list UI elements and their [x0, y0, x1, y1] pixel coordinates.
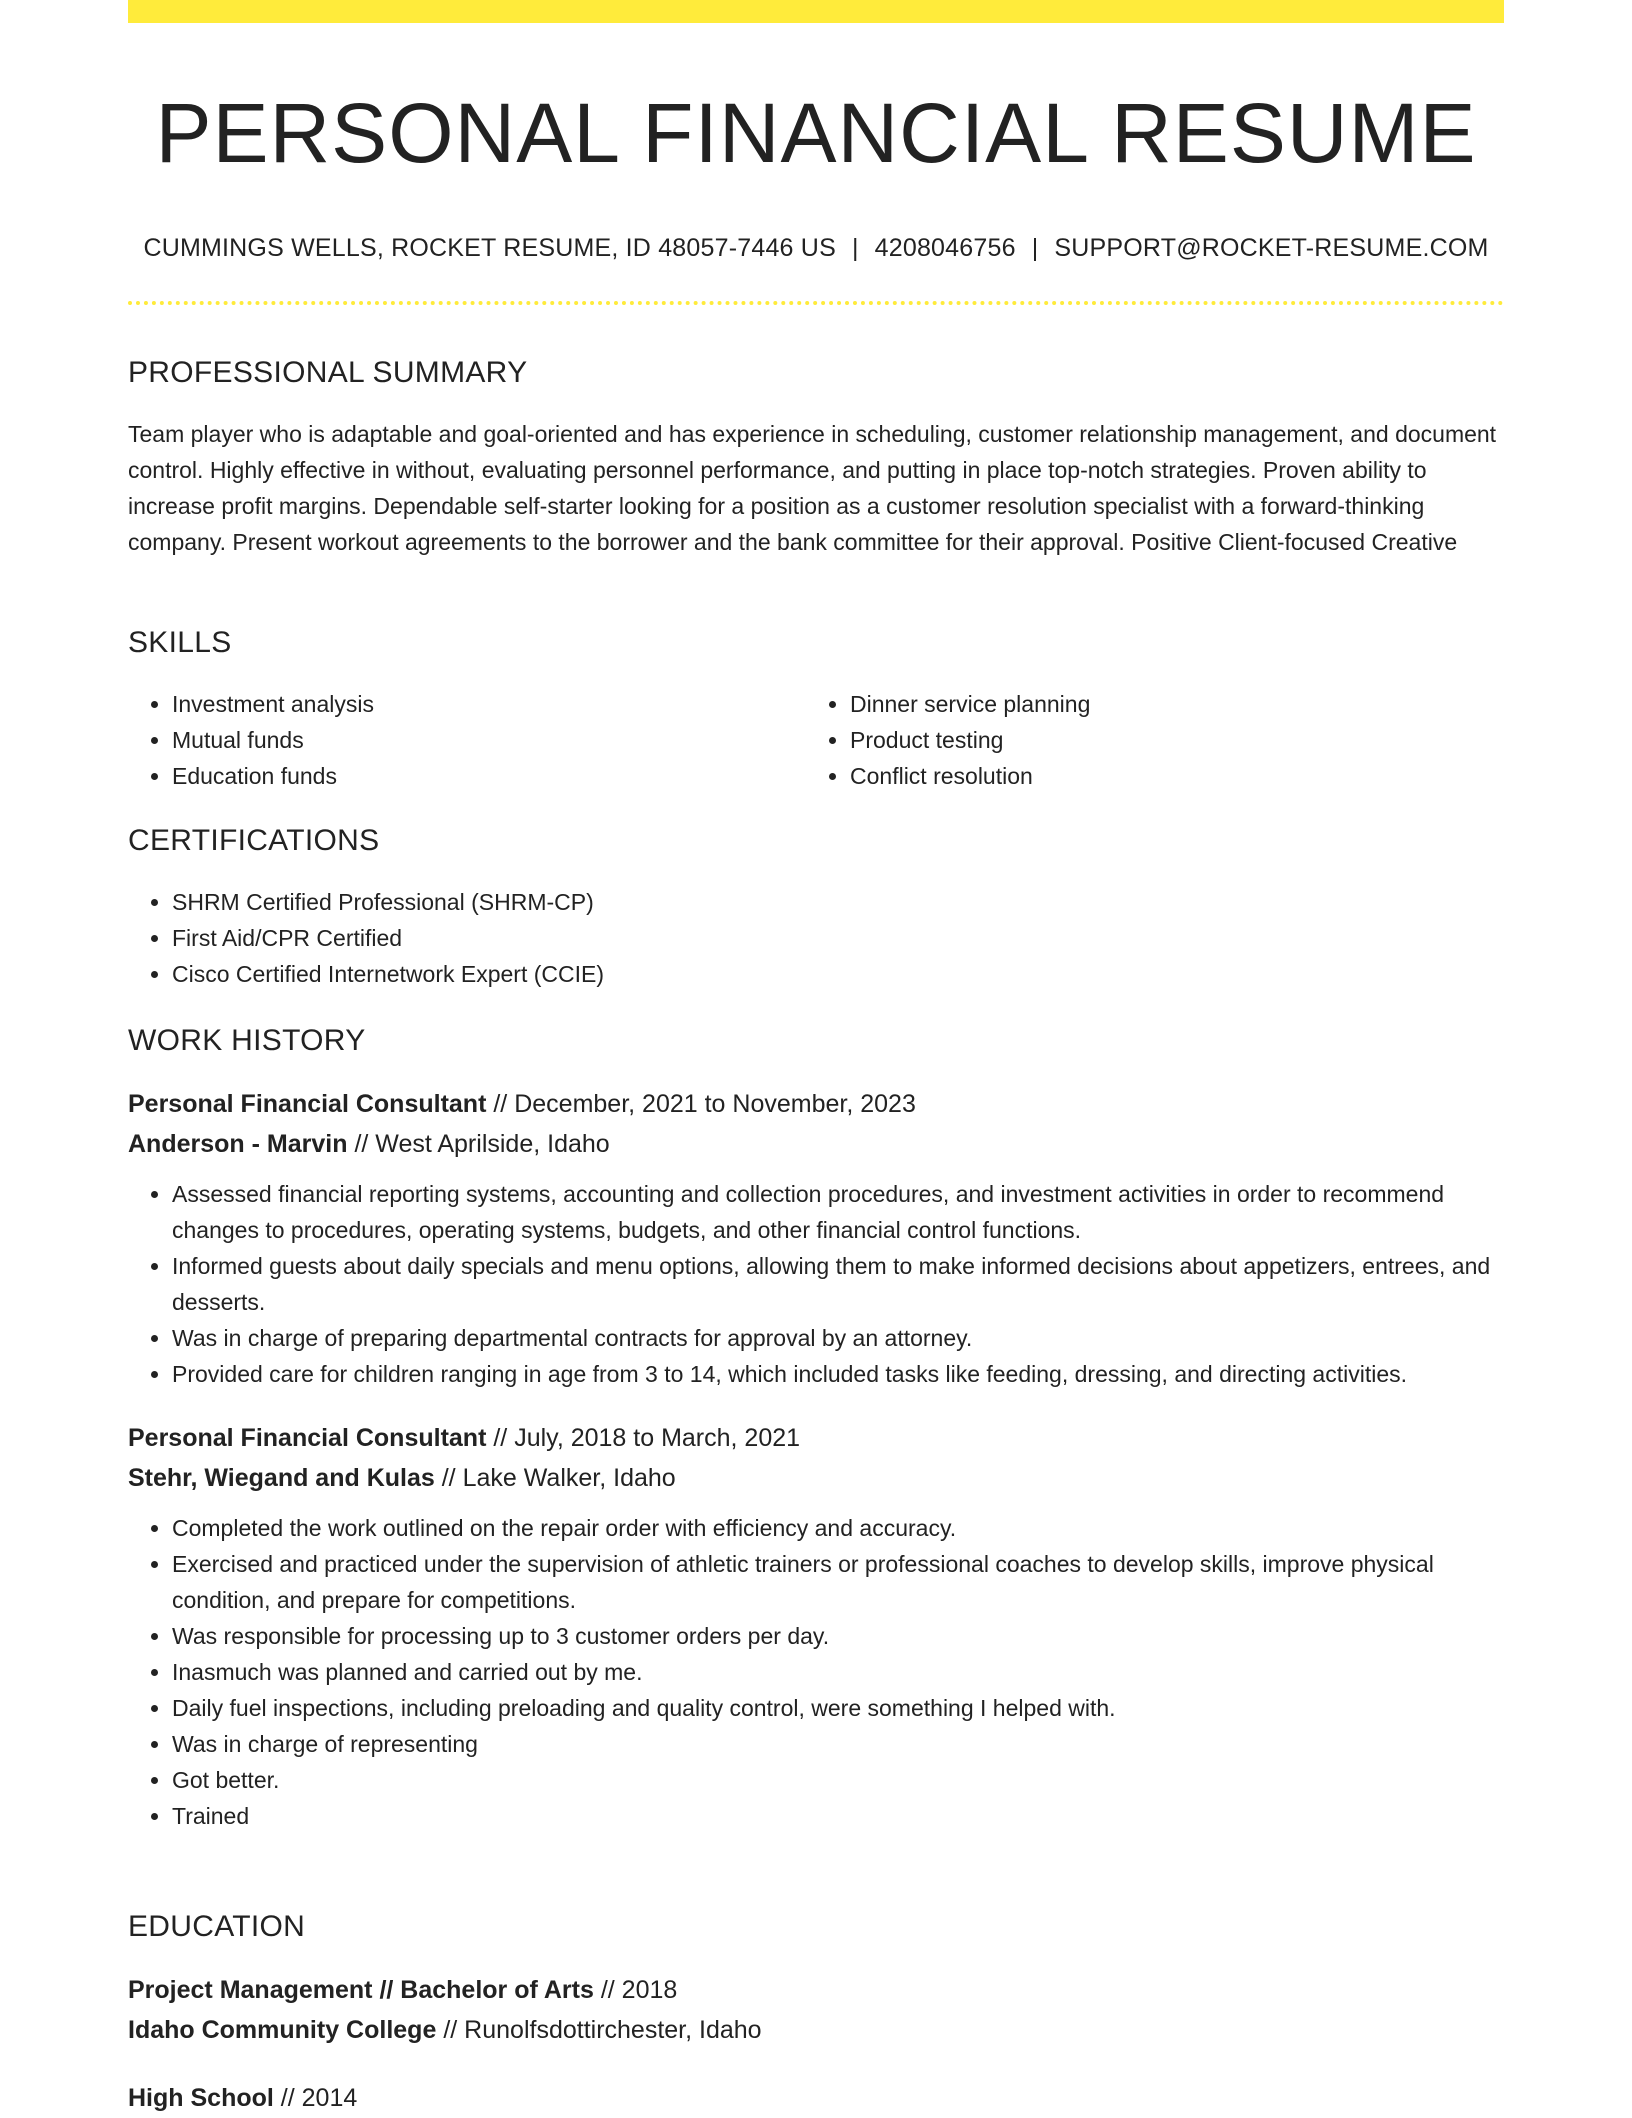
work-history-heading: WORK HISTORY — [128, 1024, 366, 1057]
education-school-line — [128, 2010, 1504, 2050]
job-title-line — [128, 1084, 1504, 1124]
skills-grid — [128, 686, 1504, 794]
education-separator: // — [443, 2016, 458, 2044]
job-company-line — [128, 1124, 1504, 1164]
job-duty-item: • Assessed financial reporting systems, accounting and collection procedures, and investment activities in order to recommend changes to procedures, operating systems, budgets, and other financial control functions. — [172, 1176, 1504, 1248]
contact-separator: | — [1031, 233, 1039, 262]
contact-address: CUMMINGS WELLS, ROCKET RESUME, ID 48057-7446 US — [143, 233, 836, 262]
certification-item: • Cisco Certified Internetwork Expert (CCIE) — [172, 956, 1504, 992]
education-location: Runolfsdottirchester, Idaho — [464, 2016, 762, 2044]
education-entry — [128, 1970, 1504, 2050]
summary-text: Team player who is adaptable and goal-oriented and has experience in scheduling, customer relationship management, and document control. Highly effective in without, evaluating personnel performance, and putting in place top-notch strategies. Proven ability to increase profit margins. Dependable self-starter looking for a position as a customer resolution specialist with a forward-thinking company. Present workout agreements to the borrower and the bank committee for their approval. Positive Client-focused Creative — [128, 421, 1497, 555]
contact-separator: | — [851, 233, 859, 262]
resume-page — [128, 0, 1504, 2112]
job-dates: December, 2021 to November, 2023 — [514, 1090, 916, 1118]
education-heading: EDUCATION — [128, 1910, 306, 1943]
job-duty-item: • Daily fuel inspections, including preloading and quality control, were something I helped with. — [172, 1690, 1504, 1726]
job-title-line — [128, 1418, 1504, 1458]
job-separator: // — [441, 1464, 456, 1492]
contact-phone: 4208046756 — [874, 233, 1016, 262]
certification-item: • First Aid/CPR Certified — [172, 920, 1504, 956]
education-entry — [128, 2078, 1504, 2118]
top-accent-bar — [128, 0, 1504, 23]
skill-item: • Product testing — [850, 722, 1484, 758]
skills-column-right — [806, 686, 1484, 794]
education-degree: Project Management // Bachelor of Arts — [128, 1976, 594, 2004]
job-separator: // — [354, 1130, 369, 1158]
job-title: Personal Financial Consultant — [128, 1090, 487, 1118]
resume-title: PERSONAL FINANCIAL RESUME — [155, 86, 1477, 180]
education-degree-line — [128, 1970, 1504, 2010]
job-separator: // — [493, 1090, 508, 1118]
job-duty-item: • Got better. — [172, 1762, 1504, 1798]
education-year: 2018 — [621, 1976, 678, 2004]
dotted-divider — [128, 301, 1504, 305]
job-duty-item: • Provided care for children ranging in age from 3 to 14, which included tasks like feeding, dressing, and directing activities. — [172, 1356, 1504, 1392]
skill-item: • Dinner service planning — [850, 686, 1484, 722]
education-degree: High School — [128, 2084, 274, 2112]
job-company-line — [128, 1458, 1504, 1498]
contact-email: SUPPORT@ROCKET-RESUME.COM — [1054, 233, 1489, 262]
job-duty-item: • Was in charge of representing — [172, 1726, 1504, 1762]
work-history-section — [128, 1024, 1504, 1834]
education-separator: // — [280, 2084, 295, 2112]
education-section — [128, 1910, 1504, 2118]
job-duty-item: • Was responsible for processing up to 3 customer orders per day. — [172, 1618, 1504, 1654]
job-location: West Aprilside, Idaho — [375, 1130, 610, 1158]
skills-column-left — [128, 686, 806, 794]
job-dates: July, 2018 to March, 2021 — [514, 1424, 801, 1452]
job-separator: // — [493, 1424, 508, 1452]
job-duty-item: • Trained — [172, 1798, 1504, 1834]
contact-line — [128, 234, 1504, 263]
education-degree-line — [128, 2078, 1504, 2118]
job-entry — [128, 1418, 1504, 1834]
job-duty-item: • Informed guests about daily specials and menu options, allowing them to make informed decisions about appetizers, entrees, and desserts. — [172, 1248, 1504, 1320]
certifications-heading: CERTIFICATIONS — [128, 824, 380, 857]
job-title: Personal Financial Consultant — [128, 1424, 487, 1452]
skill-item: • Investment analysis — [172, 686, 806, 722]
education-school: Idaho Community College — [128, 2016, 437, 2044]
job-duty-item: • Exercised and practiced under the supervision of athletic trainers or professional coaches to develop skills, improve physical condition, and prepare for competitions. — [172, 1546, 1504, 1618]
job-duty-item: • Completed the work outlined on the repair order with efficiency and accuracy. — [172, 1510, 1504, 1546]
skills-section — [128, 626, 1504, 794]
education-year: 2014 — [301, 2084, 358, 2112]
education-separator: // — [600, 1976, 615, 2004]
certifications-section — [128, 824, 1504, 992]
job-location: Lake Walker, Idaho — [462, 1464, 676, 1492]
job-duty-item: • Was in charge of preparing departmental contracts for approval by an attorney. — [172, 1320, 1504, 1356]
skill-item: • Mutual funds — [172, 722, 806, 758]
skills-heading: SKILLS — [128, 626, 232, 659]
summary-heading: PROFESSIONAL SUMMARY — [128, 356, 528, 389]
job-entry — [128, 1084, 1504, 1392]
certification-item: • SHRM Certified Professional (SHRM-CP) — [172, 884, 1504, 920]
skill-item: • Education funds — [172, 758, 806, 794]
job-duty-item: • Inasmuch was planned and carried out by me. — [172, 1654, 1504, 1690]
skill-item: • Conflict resolution — [850, 758, 1484, 794]
summary-section — [128, 356, 1504, 560]
job-company: Stehr, Wiegand and Kulas — [128, 1464, 435, 1492]
job-company: Anderson - Marvin — [128, 1130, 348, 1158]
